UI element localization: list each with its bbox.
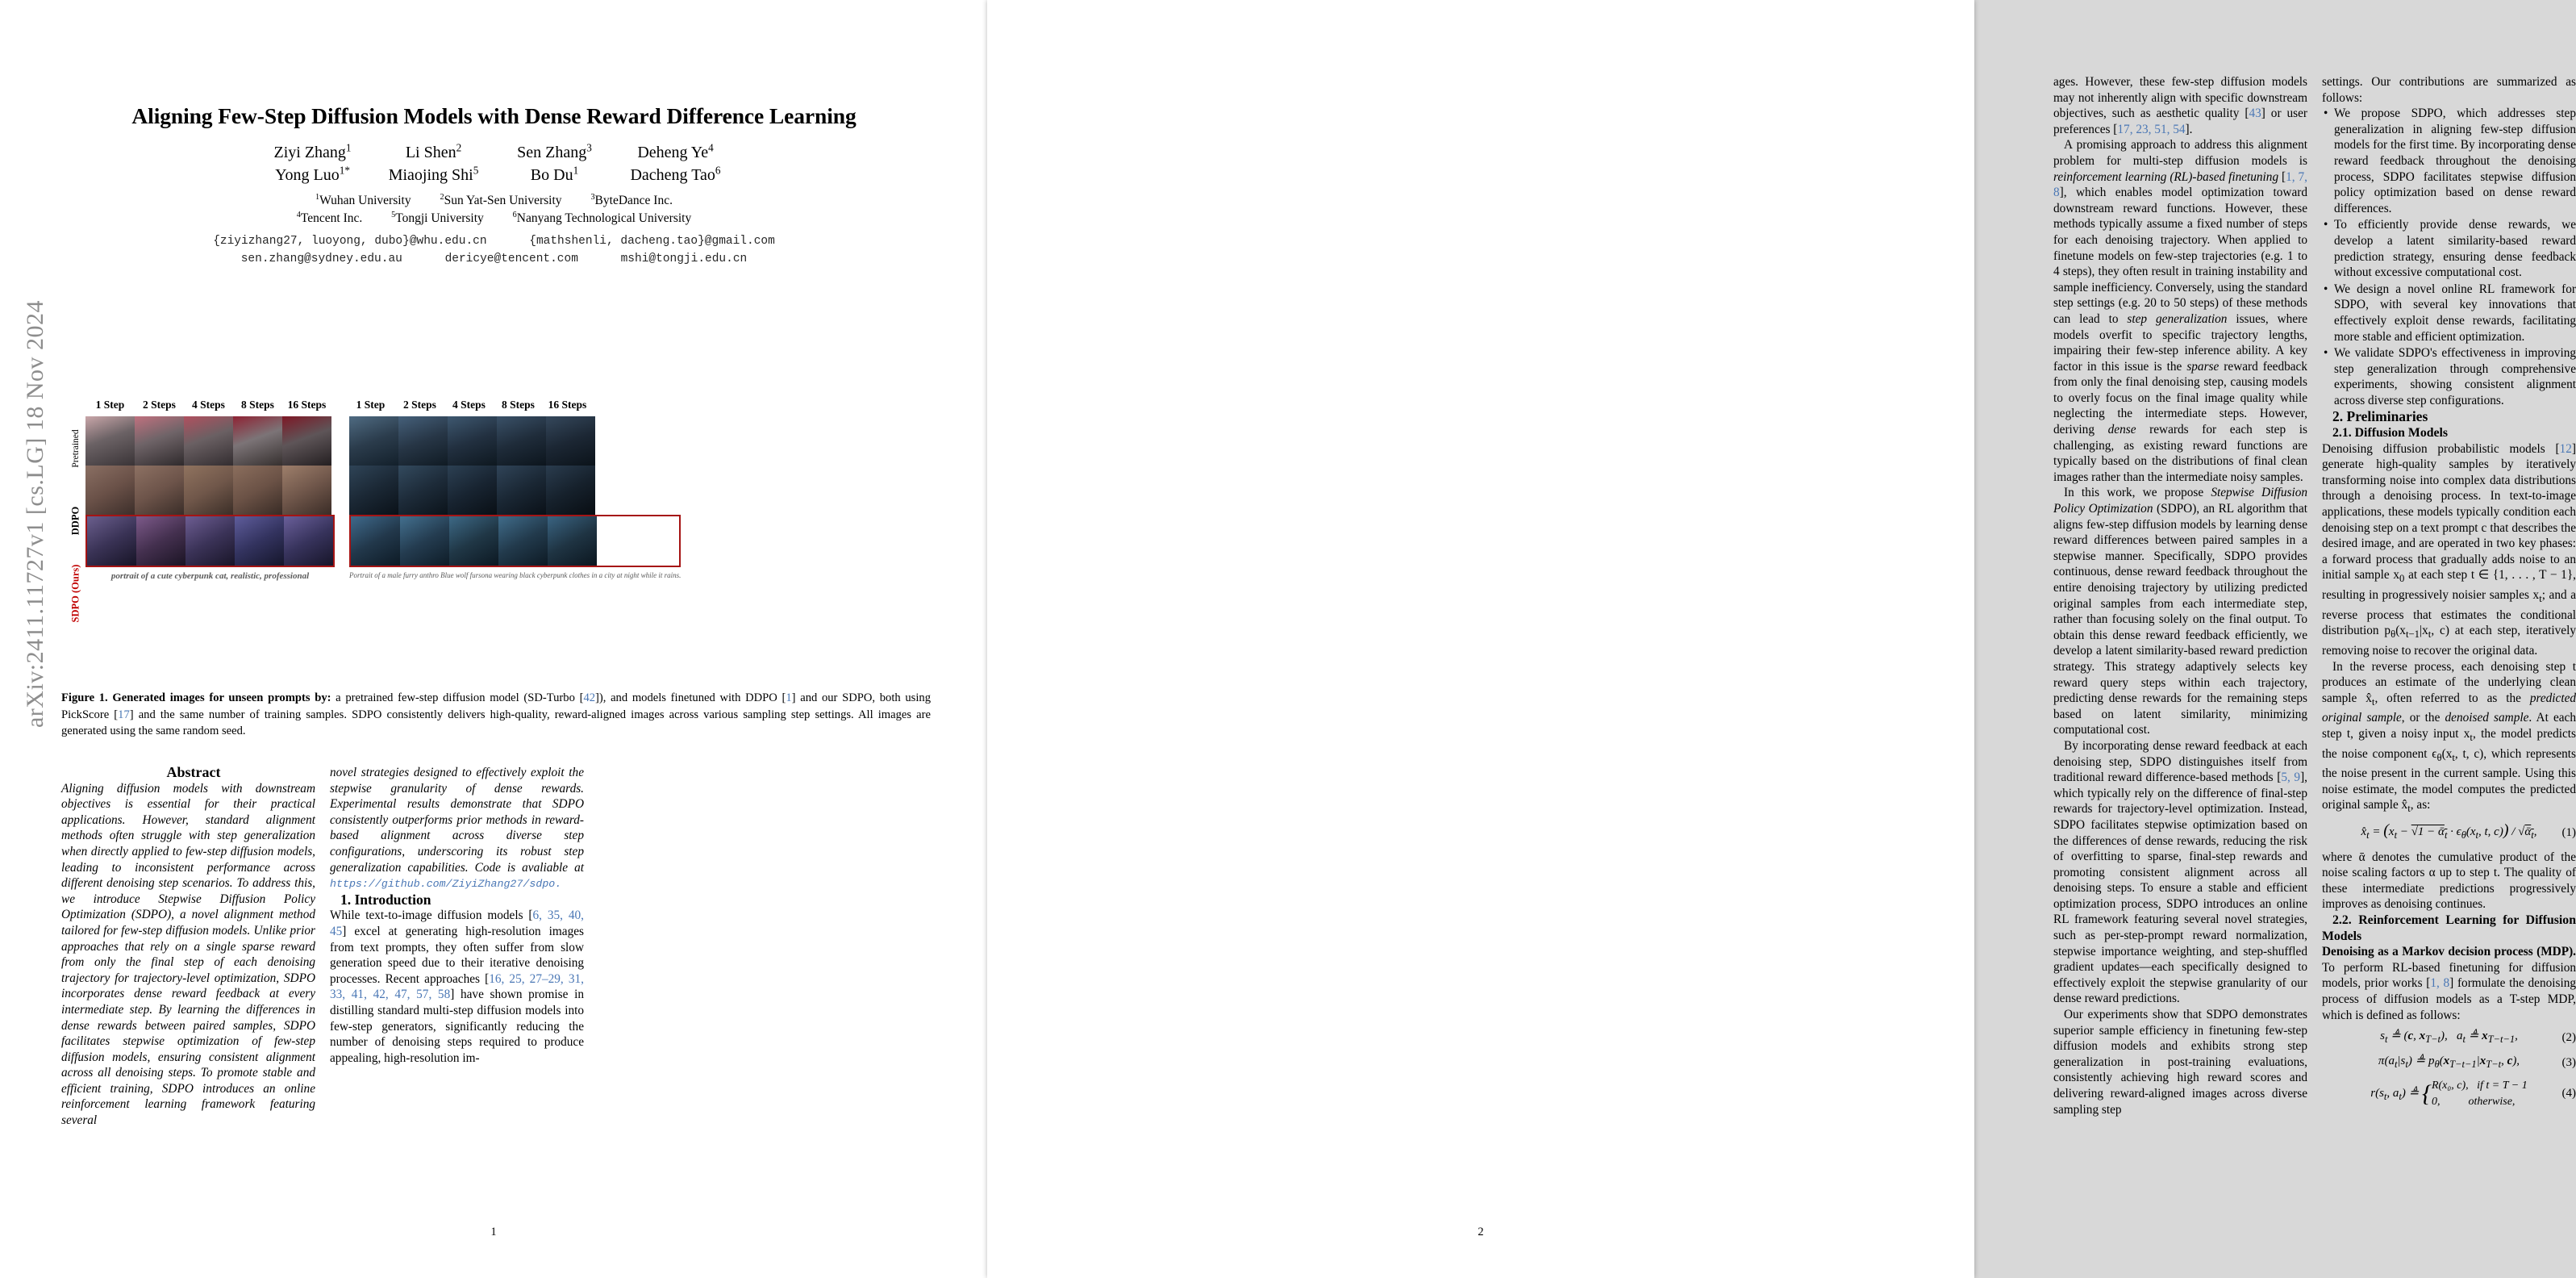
- emphasis: dense: [2107, 423, 2136, 437]
- page1-column-1: [61, 765, 315, 1129]
- author-affil-marker: 1: [573, 164, 579, 177]
- author-affil-marker: 1: [345, 141, 352, 154]
- row-label-pretrained: Pretrained: [71, 429, 81, 468]
- step-header: 2 Steps: [403, 399, 436, 411]
- figure-step-headers: [85, 399, 926, 415]
- author: Bo Du$^1$: [530, 164, 579, 184]
- author: Sen Zhang$^3$: [517, 141, 592, 161]
- sample-image: [546, 466, 595, 515]
- affil-marker: 6: [512, 210, 517, 219]
- citation-ref[interactable]: 12: [2559, 441, 2572, 456]
- equation-1: $x̂_t = (x_t - √1$ − ᾱ$_t$ · $\epsilon_\theta(x_t$, t, c)) / √ᾱ$_t$, (1): [2361, 821, 2576, 842]
- sample-image: [184, 466, 233, 515]
- author-affil-marker: 3: [586, 141, 592, 154]
- author: Yong Luo$^{1*}$: [275, 164, 350, 184]
- figure-step-headers-right: [346, 399, 592, 415]
- sample-image: [349, 466, 398, 515]
- sample-image: [448, 416, 497, 466]
- sample-image: [85, 466, 135, 515]
- affiliation-row-2: [73, 210, 915, 228]
- sample-image: [135, 466, 184, 515]
- contributions-list: [2322, 106, 2576, 408]
- citation-ref[interactable]: 16, 25, 27–29, 31, 33, 41, 42, 47, 57, 58: [330, 971, 584, 1002]
- citation-ref[interactable]: 1, 7, 8: [2053, 169, 2307, 200]
- step-header: 4 Steps: [452, 399, 486, 411]
- equation-number: (3): [2561, 1055, 2576, 1069]
- step-header: 2 Steps: [143, 399, 176, 411]
- sample-image: [135, 416, 184, 466]
- sample-image: [351, 516, 400, 566]
- sample-image: [85, 416, 135, 466]
- sample-image: [284, 516, 333, 566]
- equation-3: $\pi(a_t|s_t)$ ≜ $p_\theta(x_{T-t-1}|x_{T-t}$, c), (3): [2378, 1054, 2576, 1070]
- figure-panel-right: [349, 416, 681, 581]
- sample-image: [282, 416, 331, 466]
- intro-paragraph-6: Our experiments show that SDPO demonstrates superior sample efficiency in finetuning few-step diffusion models and exhibits strong step generalization in post-training evaluations, consistently achieving high reward scores and delivering reward-aligned images across diverse sampling step: [2053, 1008, 2307, 1117]
- equation-case-1: R(x₀, c), if t = T − 1: [2431, 1080, 2528, 1092]
- figure-prompt-left: portrait of a cute cyberpunk cat, realistic, professional: [110, 571, 310, 581]
- step-header: 4 Steps: [192, 399, 225, 411]
- sample-image: [233, 416, 282, 466]
- figure-panels: [85, 416, 681, 581]
- sample-image: [233, 466, 282, 515]
- sample-image: [398, 466, 448, 515]
- citation-ref[interactable]: 17: [118, 708, 130, 721]
- figure-1-caption: Figure 1. Generated images for unseen prompts by: a pretrained few-step diffusion model (SD-Turbo [42]), and models finetuned with DDPO [1] and our SDPO, both using PickScore [17] and the same number of training samples. SDPO consistently delivers high-quality, reward-aligned images across various sampling step settings. All images are generated using the same random seed.: [61, 691, 931, 737]
- inline-heading: Denoising as a Markov decision process (MDP).: [2322, 945, 2576, 959]
- author: Dacheng Tao$^6$: [630, 164, 721, 184]
- author-row-2: [73, 164, 915, 186]
- equation-number: (4): [2561, 1087, 2576, 1100]
- image-row-sdpo-highlighted: [85, 515, 335, 567]
- emphasis: step generalization: [2127, 311, 2228, 326]
- citation-ref[interactable]: 6, 35, 40, 45: [330, 908, 584, 938]
- sample-image: [546, 416, 595, 466]
- author-affil-marker: 2: [456, 141, 462, 154]
- affil-marker: 1: [315, 192, 320, 202]
- emphasis: reinforcement learning (RL)-based finetuning: [2053, 169, 2279, 184]
- sample-image: [349, 416, 398, 466]
- sample-image: [185, 516, 235, 566]
- section-heading-introduction: 1. Introduction: [340, 891, 431, 908]
- author-affil-marker: 5: [473, 164, 479, 177]
- affil-marker: 2: [440, 192, 444, 202]
- equation-4: $r(s_t$, $a_t$) ≜ { R(x₀, c), if t = T − 1 0, otherwise, (4): [2322, 1078, 2576, 1109]
- section-heading-preliminaries: 2. Preliminaries: [2332, 408, 2428, 425]
- affiliation: $^4$Tencent Inc.: [296, 210, 363, 225]
- step-header: 16 Steps: [287, 399, 327, 411]
- image-row-ddpo: [85, 466, 335, 515]
- affiliation: $^5$Tongji University: [391, 210, 484, 225]
- row-label-ddpo: DDPO: [69, 506, 81, 536]
- step-header: 1 Step: [356, 399, 386, 411]
- subsection-heading-diffusion-models: 2.1. Diffusion Models: [2332, 426, 2449, 441]
- equation-case-2: 0, otherwise,: [2431, 1095, 2516, 1108]
- intro-paragraph-3: A promising approach to address this alignment problem for multi-step diffusion models is reinforcement learning (RL)-based finetuning [1, 7, 8], which enables model optimization toward downstream reward functions. However, these methods typically assume a fixed number of steps for each denoising trajectory. When applied to finetune models on few-step trajectories (e.g. 1 to 4 steps), they often result in training instability and sample inefficiency. Conversely, using the standard step settings (e.g. 20 to 50 steps) of these methods can lead to step generalization issues, where models overfit to specific trajectory lengths, impairing their few-step inference ability. A key factor in this issue is the sparse reward feedback from only the final denoising step, causing models to overly focus on the final image quality while neglecting the intermediate steps. However, deriving dense rewards for each step is challenging, as existing reward functions are typically based on the distributions of final clean images rather than the intermediate noisy samples.: [2053, 138, 2308, 484]
- email-address: {mathshenli, dacheng.tao}@gmail.com: [529, 235, 775, 248]
- emphasis: denoised sample: [2445, 711, 2529, 725]
- author-affil-marker: 4: [708, 141, 714, 154]
- author-affil-marker: 6: [715, 164, 721, 177]
- citation-ref[interactable]: 1: [786, 691, 792, 704]
- step-header: 8 Steps: [241, 399, 274, 411]
- email-address: sen.zhang@sydney.edu.au: [240, 253, 402, 265]
- equation-number: (2): [2561, 1031, 2576, 1045]
- figure-step-headers-left: [85, 399, 331, 415]
- row-label-sdpo: SDPO (Ours): [69, 564, 81, 623]
- affiliation: $^6$Nanyang Technological University: [512, 210, 692, 225]
- sample-image: [548, 516, 597, 566]
- contribution-item: • We design a novel online RL framework for SDPO, with several key innovations that effectively exploit dense rewards, facilitating more stable and efficient optimization.: [2334, 282, 2576, 345]
- image-row-pretrained: [349, 416, 681, 466]
- sample-image: [498, 516, 548, 566]
- emphasis: predicted original sample: [2322, 691, 2576, 725]
- step-header: 16 Steps: [548, 399, 587, 411]
- intro-paragraph-1: While text-to-image diffusion models [6, 35, 40, 45] excel at generating high-resolution images from text prompts, they often suffer from slow generation speed due to their iterative denoising processes. Recent approaches [16, 25, 27–29, 31, 33, 41, 42, 47, 57, 58] have shown promise in distilling standard multi-step diffusion models into few-step generators, significantly reducing the number of denoising steps required to produce appealing, high-resolution im-: [330, 908, 584, 1065]
- equation-number: (1): [2561, 826, 2576, 840]
- author-row-1: [73, 141, 915, 164]
- intro-paragraph-2: ages. However, these few-step diffusion models may not inherently align with specific downstream objectives, such as aesthetic quality [43] or user preferences [17, 23, 51, 54].: [2053, 75, 2307, 136]
- contribution-item: • We propose SDPO, which addresses step generalization in aligning few-step diffusion models for the first time. By incorporating dense reward feedback throughout the denoising process, SDPO facilitates stepwise diffusion policy optimization based on dense reward differences.: [2334, 106, 2576, 216]
- emphasis: sparse: [2186, 359, 2220, 374]
- abstract-heading: Abstract: [166, 764, 221, 780]
- subsection-heading-rl-for-diffusion: 2.2. Reinforcement Learning for Diffusion Models: [2322, 913, 2576, 943]
- affiliation-block: [73, 192, 915, 228]
- page2-column-2: [2322, 74, 2576, 1116]
- citation-ref[interactable]: 1, 8: [2430, 976, 2450, 991]
- citation-ref[interactable]: 17, 23, 51, 54: [2117, 122, 2186, 136]
- figure-1: [63, 399, 926, 623]
- prelim-paragraph-1: Denoising diffusion probabilistic models [12] generate high-quality samples by iteratively transforming noise into complex data distributions through a denoising process. In text-to-image applications, these models typically condition each denoising step on a text prompt c that describes the desired image, and are operated in two key phases: a forward process that gradually adds noise to an initial sample $x_0$ at each step t ∈ {1, . . . , T − 1}, resulting in progressively noisier samples $x_t$; and a reverse process that estimates the conditional distribution $p_\theta(x_{t-1}|x_t$, c) at each step, iteratively removing noise to recover the original data.: [2322, 441, 2576, 658]
- contribution-item: • To efficiently provide dense rewards, we develop a latent similarity-based reward prediction strategy, ensuring dense feedback without excessive computational cost.: [2334, 217, 2576, 280]
- affiliation: $^2$Sun Yat-Sen University: [440, 192, 562, 207]
- image-row-sdpo-highlighted: [349, 515, 681, 567]
- email-row-1: [73, 232, 915, 250]
- intro-paragraph-5: By incorporating dense reward feedback at each denoising step, SDPO distinguishes itself from traditional reward difference-based methods [5, 9], which typically rely on the difference of final-step rewards for trajectory-level optimization. Instead, SDPO facilitates stepwise optimization based on the differences of dense rewards, reducing the risk of overfitting to sparse, final-step rewards and promoting consistent alignment across all denoising steps. To ensure a stable and efficient optimization process, SDPO introduces an online RL framework featuring several novel strategies, such as per-step-prompt reward normalization, stepwise importance weighting, and step-shuffled gradient updates—each specifically designed to effectively exploit the stepwise granularity of our dense reward predictions.: [2053, 738, 2307, 1006]
- prelim-paragraph-3: where ᾱ denotes the cumulative product of the noise scaling factors α up to step t. The quality of these intermediate predictions progressively improves as denoising continues.: [2322, 850, 2576, 912]
- image-row-ddpo: [349, 466, 681, 515]
- intro-paragraph-4: In this work, we propose Stepwise Diffusion Policy Optimization (SDPO), an RL algorithm that aligns few-step diffusion models by learning dense reward differences between paired samples in a stepwise manner. Specifically, SDPO provides continuous, dense reward feedback throughout the entire denoising trajectory by utilizing predicted original samples from each intermediate step, rather than focusing solely on the final output. To obtain this dense reward feedback efficiently, we develop a latent similarity-based reward prediction strategy. This strategy adaptively selects key reward query steps within each trajectory, predicting dense rewards for the remaining steps based on latent similarity, minimizing computational cost.: [2053, 486, 2307, 737]
- sample-image: [448, 466, 497, 515]
- author: Li Shen$^2$: [405, 141, 462, 161]
- affil-marker: 3: [590, 192, 595, 202]
- page1-column-2: [330, 765, 584, 1066]
- emphasis: Stepwise Diffusion Policy Optimization: [2053, 486, 2307, 516]
- author: Deheng Ye$^4$: [637, 141, 714, 161]
- affil-marker: 5: [391, 210, 396, 219]
- author-affil-marker: 1*: [339, 164, 350, 177]
- sample-image: [449, 516, 498, 566]
- citation-ref[interactable]: 42: [583, 691, 596, 704]
- prelim-paragraph-2: In the reverse process, each denoising step t produces an estimate of the underlying clean sample $x̂_t$, often referred to as the predicted original sample, or the denoised sample. At each step t, given a noisy input $x_t$, the model predicts the noise component $\epsilon_\theta(x_t$, t, c), which represents the noise present in the current sample. Using this noise estimate, the model computes the predicted original sample $x̂_t$, as:: [2322, 659, 2576, 815]
- abstract-body: Aligning diffusion models with downstream objectives is essential for their practical applications. However, standard alignment methods often struggle with step generalization when directly applied to few-step diffusion models, leading to inconsistent performance across different denoising step scenarios. To address this, we introduce Stepwise Diffusion Policy Optimization (SDPO), a novel alignment method tailored for few-step diffusion models. Unlike prior approaches that rely on a single sparse reward from only the final step of each denoising trajectory for trajectory-level optimization, SDPO incorporates dense reward feedback at every intermediate step. By learning the differences in dense rewards between paired samples, SDPO facilitates stepwise optimization of few-step diffusion models, ensuring consistent alignment across all denoising steps. To promote stable and efficient training, SDPO introduces an online reinforcement learning framework featuring several: [61, 781, 315, 1128]
- paper-page-2: [987, 0, 2576, 1278]
- affiliation-row-1: [73, 192, 915, 210]
- sample-image: [497, 466, 546, 515]
- figure-panel-left: [85, 416, 335, 581]
- affiliation: $^3$ByteDance Inc.: [590, 192, 673, 207]
- sample-image: [184, 416, 233, 466]
- figure-prompt-right: Portrait of a male furry anthro Blue wolf fursona wearing black cyberpunk clothes in a city at night while it rains.: [349, 571, 682, 579]
- email-row-2: [73, 250, 915, 268]
- figure-caption-lead: Figure 1. Generated images for unseen prompts by:: [61, 691, 331, 704]
- contribution-item: • We validate SDPO's effectiveness in improving step generalization through comprehensive experiments, showing consistent alignment across diverse step configurations.: [2334, 345, 2576, 408]
- email-address: {ziyizhang27, luoyong, dubo}@whu.edu.cn: [213, 235, 487, 248]
- paper-page-1: [0, 0, 987, 1278]
- email-address: mshi@tongji.edu.cn: [620, 253, 748, 265]
- page2-column-1: [2053, 74, 2307, 1117]
- author: Ziyi Zhang$^1$: [273, 141, 352, 161]
- figure-body: [63, 416, 926, 623]
- code-url-link[interactable]: https://github.com/ZiyiZhang27/sdpo.: [330, 878, 562, 891]
- citation-ref[interactable]: 43: [2249, 106, 2261, 121]
- step-header: 1 Step: [95, 399, 125, 411]
- citation-ref[interactable]: 5, 9: [2281, 771, 2301, 785]
- figure-row-labels: [63, 416, 85, 623]
- contributions-lead: settings. Our contributions are summarized as follows:: [2322, 75, 2576, 105]
- sample-image: [400, 516, 449, 566]
- author: Miaojing Shi$^5$: [388, 164, 479, 184]
- sample-image: [497, 416, 546, 466]
- sample-image: [87, 516, 136, 566]
- sample-image: [282, 466, 331, 515]
- email-address: dericye@tencent.com: [444, 253, 578, 265]
- arxiv-stamp: arXiv:2411.11727v1 [cs.LG] 18 Nov 2024: [22, 299, 48, 729]
- affiliation: $^1$Wuhan University: [315, 192, 411, 207]
- author-block: [73, 141, 915, 186]
- sample-image: [235, 516, 284, 566]
- step-header: 8 Steps: [502, 399, 535, 411]
- equation-2: $s_t$ ≜ (c, $x_{T-t}$), $a_t$ ≜ $x_{T-t-1}$, (2): [2380, 1030, 2576, 1046]
- image-row-pretrained: [85, 416, 335, 466]
- prelim-paragraph-4: Denoising as a Markov decision process (MDP). To perform RL-based finetuning for diffusion models, prior works [1, 8] formulate the denoising process of diffusion models as a T-step MDP, which is defined as follows:: [2322, 945, 2576, 1022]
- sample-image: [398, 416, 448, 466]
- abstract-body-continued: novel strategies designed to effectively exploit the stepwise granularity of dense rewards. Experimental results demonstrate that SDPO consistently outperforms prior methods in reward-based alignment across diverse step configurations, underscoring its robust step generalization capabilities. Code is avaliable at https://github.com/ZiyiZhang27/sdpo.: [330, 766, 584, 891]
- page-title: Aligning Few-Step Diffusion Models with Dense Reward Difference Learning: [131, 103, 857, 128]
- page-number-1: 1: [490, 1226, 497, 1238]
- sample-image: [136, 516, 185, 566]
- page-number-2: 2: [1478, 1226, 1484, 1238]
- affil-marker: 4: [296, 210, 301, 219]
- email-block: [73, 232, 915, 268]
